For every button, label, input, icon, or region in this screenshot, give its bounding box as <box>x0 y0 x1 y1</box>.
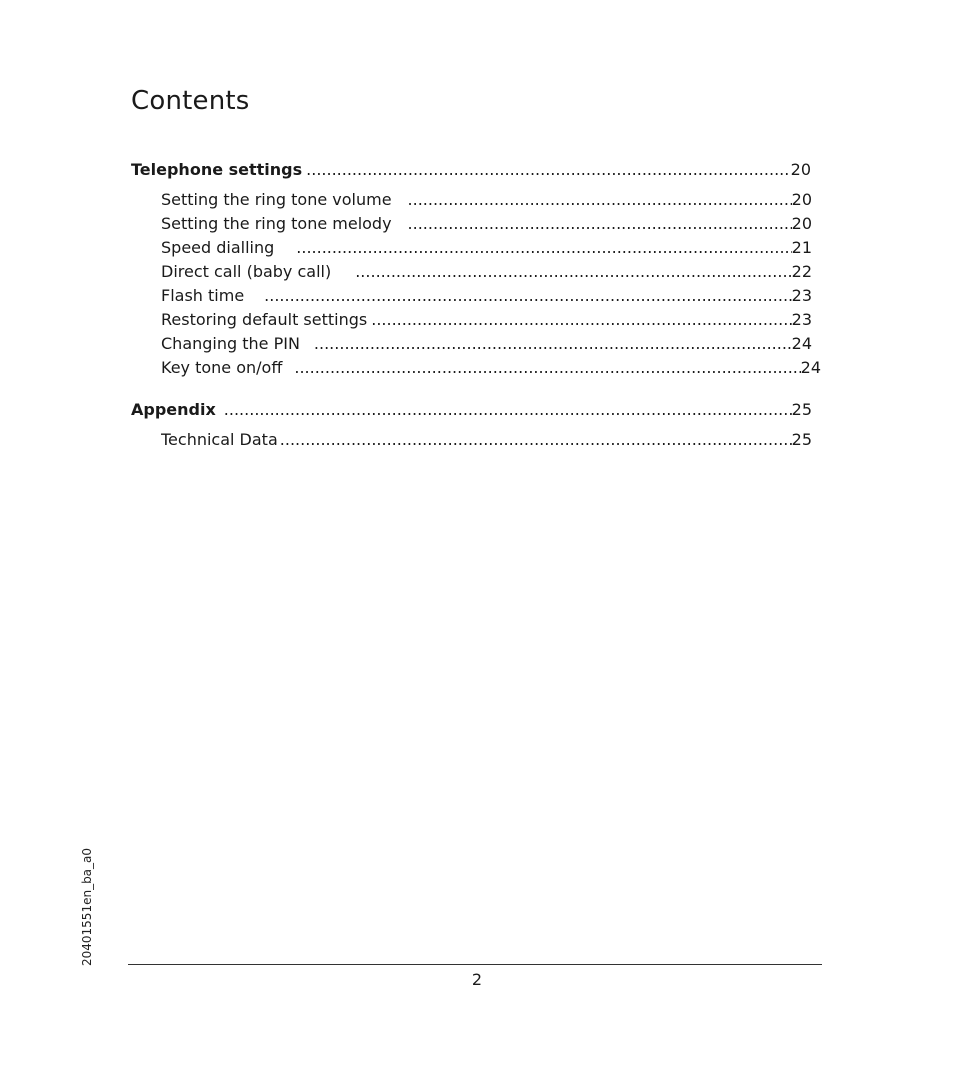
toc-page-number: 24 <box>791 334 812 353</box>
dot-leader <box>274 238 791 258</box>
toc-entry-label: Setting the ring tone volume <box>161 190 392 209</box>
dot-leader <box>282 358 800 378</box>
dot-leader <box>392 214 792 234</box>
toc-entry[interactable] <box>161 430 812 450</box>
toc-section-appendix[interactable] <box>131 400 812 420</box>
toc-page-number: 25 <box>791 400 812 419</box>
toc-entry-label: Key tone on/off <box>161 358 283 377</box>
dot-leader <box>392 190 792 210</box>
toc-entry-label: Technical Data <box>161 430 278 449</box>
toc-entry[interactable] <box>161 286 812 306</box>
toc-entry[interactable] <box>161 190 812 210</box>
toc-section-title: Telephone settings <box>131 160 303 179</box>
footer-divider <box>128 964 822 965</box>
toc-entry[interactable] <box>161 358 821 378</box>
dot-leader <box>244 286 791 306</box>
toc-entry-label: Restoring default settings <box>161 310 368 329</box>
toc-entry-label: Flash time <box>161 286 245 305</box>
toc-page-number: 22 <box>791 262 812 281</box>
toc-page-number: 23 <box>791 310 812 329</box>
page-title: Contents <box>131 86 250 116</box>
toc-page-number: 23 <box>791 286 812 305</box>
toc-entry-label: Setting the ring tone melody <box>161 214 392 233</box>
toc-section-telephone-settings[interactable] <box>131 160 811 180</box>
toc-page-number: 20 <box>791 214 812 233</box>
toc-entry[interactable] <box>161 214 812 234</box>
toc-page-number: 24 <box>800 358 821 377</box>
toc-page-number: 21 <box>791 238 812 257</box>
toc-section-title: Appendix <box>131 400 216 419</box>
dot-leader <box>278 430 792 450</box>
dot-leader <box>331 262 791 282</box>
document-code: 20401551en_ba_a0 <box>80 847 94 966</box>
toc-entry[interactable] <box>161 334 812 354</box>
toc-entry-label: Speed dialling <box>161 238 275 257</box>
toc-page-number: 20 <box>790 160 811 179</box>
dot-leader <box>302 160 790 180</box>
page-number: 2 <box>471 970 483 989</box>
toc-page-number: 20 <box>791 190 812 209</box>
toc-entry-label: Changing the PIN <box>161 334 300 353</box>
toc-entry[interactable] <box>161 262 812 282</box>
toc-page-number: 25 <box>791 430 812 449</box>
dot-leader <box>216 400 792 420</box>
dot-leader <box>300 334 792 354</box>
toc-entry[interactable] <box>161 310 812 330</box>
dot-leader <box>367 310 791 330</box>
toc-entry-label: Direct call (baby call) <box>161 262 332 281</box>
toc-entry[interactable] <box>161 238 812 258</box>
